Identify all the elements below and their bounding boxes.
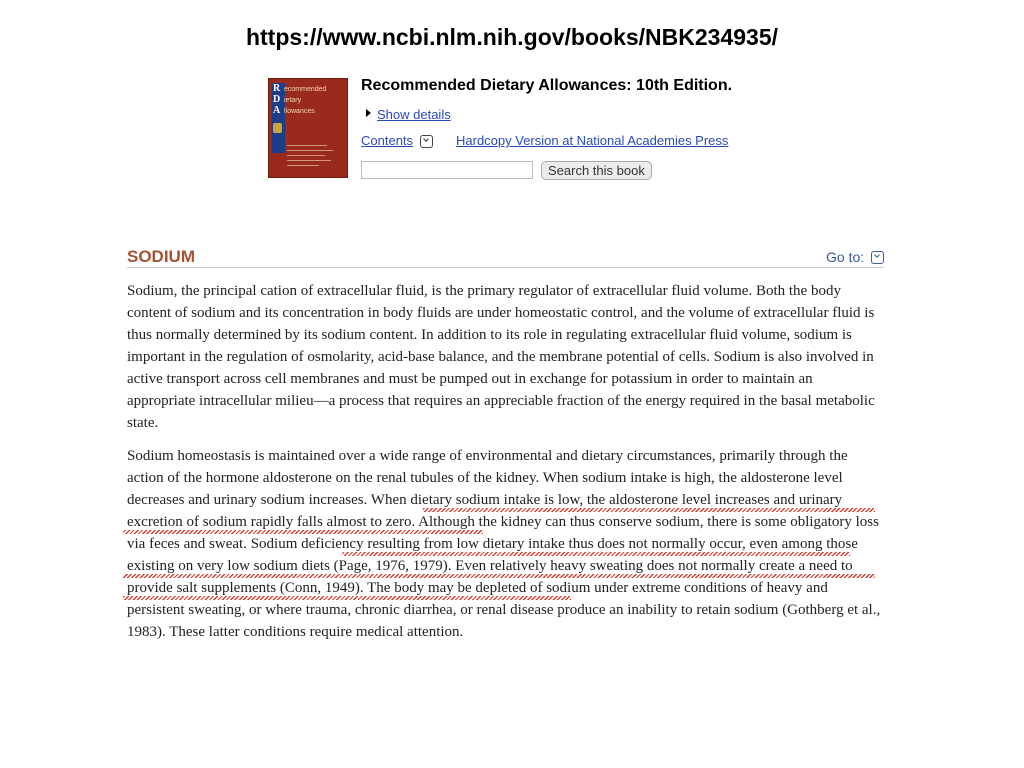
cover-letter-a: A [273,105,281,116]
paragraph-2: Sodium homeostasis is maintained over a wide range of environmental and dietary circumstances, primarily through the action of the hormone aldosterone on the renal tubules of the kidney. When sodium intake is high, the aldosterone level decreases and urinary sodium increases. When dietary sodium intake is low, the aldosterone level increases and urinary excretion of sodium rapidly falls almost to zero. Although the kidney can thus conserve sodium, there is some obligatory loss via feces and sweat. Sodium deficiency resulting from low dietary intake thus does not normally occur, even among those existing on very low sodium diets (Page, 1976, 1979). Even relatively heavy sweating does not normally create a need to provide salt supplements (Conn, 1949). The body may be depleted of sodium under extreme conditions of heavy and persistent sweating, or where trauma, chronic diarrhea, or renal disease produce an inability to retain sodium (Gothberg et al., 1983). These latter conditions require medical attention. [127,448,881,640]
book-cover-image[interactable] [268,78,348,178]
show-details-link[interactable]: Show details [377,107,451,122]
cover-text-line [287,165,319,166]
cover-text-line [287,145,327,146]
cover-word-3: llowances [284,108,315,115]
highlight-underline [123,596,571,600]
search-this-book-button[interactable]: Search this book [541,161,652,180]
chevron-down-icon[interactable] [420,135,433,148]
cover-emblem-icon [273,123,282,133]
chevron-down-icon[interactable] [871,251,884,264]
cover-text-line [287,150,333,151]
cover-letter-d: D [273,94,281,105]
search-book-input[interactable] [361,161,533,179]
cover-word-1: ecommended [284,86,327,93]
page-url-heading: https://www.ncbi.nlm.nih.gov/books/NBK234935/ [245,24,779,50]
cover-text-line [287,160,331,161]
contents-link[interactable]: Contents [361,133,414,148]
book-title: Recommended Dietary Allowances: 10th Edition. [361,77,733,94]
cover-word-2: ietary [284,97,302,104]
cover-text-line [287,155,325,156]
highlight-underline [123,530,483,534]
section-title: SODIUM [127,247,195,266]
highlight-underline [123,574,875,578]
goto-label: Go to: [826,249,865,265]
disclosure-triangle-icon[interactable] [366,109,371,117]
section-divider [127,267,884,268]
paragraph-1: Sodium, the principal cation of extracellular fluid, is the primary regulator of extracellular fluid volume. Both the body content of sodium and its concentration in body fluids are under homeostatic control, and the volume of extracellular fluid is thus normally determined by its sodium content. In addition to its role in regulating extracellular fluid volume, sodium is important in the regulation of osmolarity, acid-base balance, and the membrane potential of cells. Sodium is also involved in active transport across cell membranes and must be pumped out in exchange for potassium in order to maintain an appropriate intracellular milieu—a process that requires an appreciable fraction of the energy required in the basal metabolic state. [127,283,875,431]
cover-letter-r: R [273,83,281,94]
highlight-underline [423,508,875,512]
highlight-underline [342,552,850,556]
hardcopy-version-link[interactable]: Hardcopy Version at National Academies Press [456,133,729,148]
goto-menu[interactable] [826,249,884,265]
